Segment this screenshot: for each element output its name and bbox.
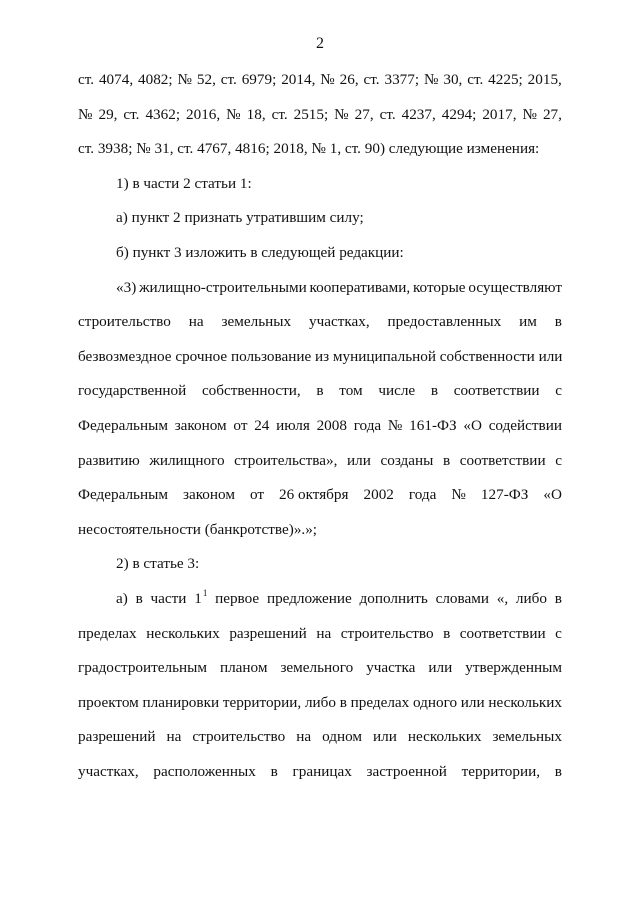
- word: земельных: [221, 313, 292, 331]
- text-line: [78, 727, 562, 747]
- word: нескольких: [488, 693, 562, 711]
- word: 2016,: [186, 105, 221, 123]
- word: 4082;: [138, 71, 173, 88]
- word: 30,: [443, 71, 463, 88]
- word: разрешений: [229, 624, 307, 642]
- word: на: [316, 624, 332, 642]
- text-line: 2) в статье 3:: [116, 555, 200, 573]
- word: №: [387, 417, 403, 434]
- text-line: б) пункт 3 изложить в следующей редакции:: [116, 244, 404, 261]
- word: в: [442, 451, 451, 469]
- word: предоставленных: [387, 313, 502, 331]
- text-line: 1) в части 2 статьи 1:: [116, 174, 252, 192]
- word: №: [423, 71, 439, 88]
- word: 4362;: [145, 105, 181, 123]
- word: соответствии: [459, 451, 546, 469]
- word: или: [347, 451, 371, 469]
- word: либо: [304, 693, 336, 711]
- word: кооперативами,: [309, 278, 411, 296]
- word: либо: [515, 590, 547, 607]
- word: 2002: [363, 486, 394, 504]
- word: соответствии: [453, 382, 540, 400]
- word: разрешений: [78, 728, 156, 746]
- word: года: [408, 486, 437, 504]
- word: или: [428, 659, 453, 677]
- word: с: [555, 451, 562, 469]
- word: участках,: [308, 313, 370, 331]
- word: на: [296, 728, 312, 746]
- text-line: [78, 312, 562, 332]
- word: проектом: [78, 693, 139, 711]
- word: 3377;: [384, 71, 420, 88]
- word: №: [320, 71, 335, 88]
- text-line: [78, 416, 562, 436]
- word: 4225;: [488, 71, 523, 88]
- word: в: [135, 590, 143, 607]
- text-line: [78, 381, 562, 401]
- word: «3): [116, 278, 137, 296]
- text-line: [116, 278, 562, 298]
- word: 161-ФЗ: [409, 417, 457, 434]
- word: содействии: [488, 417, 562, 434]
- word: ст.: [271, 105, 288, 123]
- word: ст.: [467, 71, 484, 88]
- word: созданы: [380, 451, 434, 469]
- word: одном: [322, 728, 362, 746]
- text-line: [78, 693, 562, 713]
- word: соответствии: [459, 624, 546, 642]
- word: 26,: [339, 71, 359, 88]
- word: строительства»,: [234, 451, 338, 469]
- text-line: [116, 589, 562, 609]
- word: пределах: [78, 624, 137, 642]
- word: №: [226, 105, 241, 123]
- word: том: [339, 382, 363, 400]
- text-line: [78, 70, 562, 90]
- word: жилищного: [149, 451, 225, 469]
- word: строительство: [192, 728, 286, 746]
- word: или: [373, 728, 397, 746]
- word: июля: [276, 417, 310, 434]
- word: застроенной: [366, 763, 447, 780]
- word: дополнить: [359, 590, 428, 607]
- word: нескольких: [146, 624, 220, 642]
- word: года: [353, 417, 382, 434]
- text-line: несостоятельности (банкротстве)».»;: [78, 520, 318, 538]
- word: территории,: [461, 763, 541, 780]
- word: одного: [413, 693, 458, 711]
- word: законом: [174, 417, 227, 434]
- word: жилищно-строительными: [139, 278, 307, 296]
- word: №: [334, 105, 349, 123]
- word: $1^1$: [194, 588, 208, 607]
- word: 27,: [354, 105, 374, 123]
- word: числе: [378, 382, 416, 400]
- word: 26 октября: [279, 486, 349, 504]
- text-line: а) пункт 2 признать утратившим силу;: [116, 209, 364, 227]
- word: «О: [463, 417, 482, 434]
- word: 2017,: [482, 105, 517, 123]
- word: №: [522, 105, 537, 123]
- word: градостроительным: [78, 659, 207, 677]
- word: с: [555, 624, 562, 642]
- word: участках,: [78, 763, 139, 780]
- word: законом: [182, 486, 235, 504]
- word: 6979;: [241, 71, 277, 88]
- word: ст.: [220, 71, 237, 88]
- word: №: [78, 105, 93, 123]
- word: на: [166, 728, 182, 746]
- word: от: [249, 486, 264, 504]
- word: которые: [412, 278, 466, 296]
- text-line: [78, 485, 562, 505]
- word: собственности,: [201, 382, 301, 400]
- text-line: [78, 105, 562, 125]
- word: строительство: [78, 313, 171, 331]
- word: земельных: [492, 728, 562, 746]
- word: осуществляют: [468, 278, 562, 296]
- word: части: [150, 590, 187, 607]
- word: 2515;: [293, 105, 329, 123]
- word: или: [460, 693, 485, 711]
- word: ст.: [379, 105, 396, 123]
- word: пределах: [350, 693, 410, 711]
- word: «,: [496, 590, 509, 607]
- word: утвержденным: [465, 659, 562, 677]
- word: в: [316, 382, 324, 400]
- word: 2008: [316, 417, 347, 434]
- word: словами: [435, 590, 489, 607]
- word: 4074,: [98, 71, 134, 88]
- word: 27,: [542, 105, 562, 123]
- word: «О: [543, 486, 562, 504]
- word: в: [430, 382, 439, 400]
- word: 2015,: [527, 71, 562, 88]
- word: нескольких: [407, 728, 482, 746]
- text-line: [78, 624, 562, 644]
- word: планировки: [142, 693, 220, 711]
- text-line: ст. 3938; № 31, ст. 4767, 4816; 2018, № 1, ст. 90) следующие изменения:: [78, 140, 540, 158]
- word: Федеральным: [78, 417, 168, 434]
- word: первое: [215, 590, 260, 607]
- word: 52,: [196, 71, 216, 88]
- word: 4294;: [441, 105, 477, 123]
- word: ст.: [123, 105, 140, 123]
- word: 127-ФЗ: [480, 486, 529, 504]
- word: 18,: [246, 105, 266, 123]
- word: Федеральным: [78, 486, 168, 504]
- word: планом: [219, 659, 268, 677]
- word: №: [451, 486, 466, 504]
- word: в: [443, 624, 451, 642]
- word: земельного: [280, 659, 354, 677]
- superscript: 1: [202, 588, 208, 598]
- word: а): [116, 590, 128, 607]
- word: ст.: [78, 71, 95, 88]
- word: границах: [292, 763, 352, 780]
- text-line: безвозмездное срочное пользование из муниципальной собственности или: [78, 347, 563, 365]
- word: №: [177, 71, 192, 88]
- page-number: 2: [316, 35, 324, 52]
- word: государственной: [78, 382, 187, 400]
- word: в: [270, 763, 278, 780]
- word: с: [555, 382, 562, 400]
- word: предложение: [266, 590, 352, 607]
- word: в: [554, 590, 562, 607]
- word: 2014,: [281, 71, 316, 88]
- word: 29,: [98, 105, 118, 123]
- word: от: [233, 417, 248, 434]
- text-line: [78, 658, 562, 678]
- word: участка: [366, 659, 416, 677]
- word: в: [554, 763, 562, 780]
- text-line: [78, 762, 562, 782]
- word: им: [519, 313, 537, 331]
- word: 24: [254, 417, 270, 434]
- word: в: [554, 313, 562, 331]
- word: ст.: [363, 71, 380, 88]
- word: на: [188, 313, 204, 331]
- word: территории,: [222, 693, 302, 711]
- text-line: [78, 451, 562, 471]
- word: 4237,: [401, 105, 436, 123]
- word: расположенных: [153, 763, 256, 780]
- word: строительство: [340, 624, 434, 642]
- word: в: [339, 693, 347, 711]
- word: развитию: [78, 451, 140, 469]
